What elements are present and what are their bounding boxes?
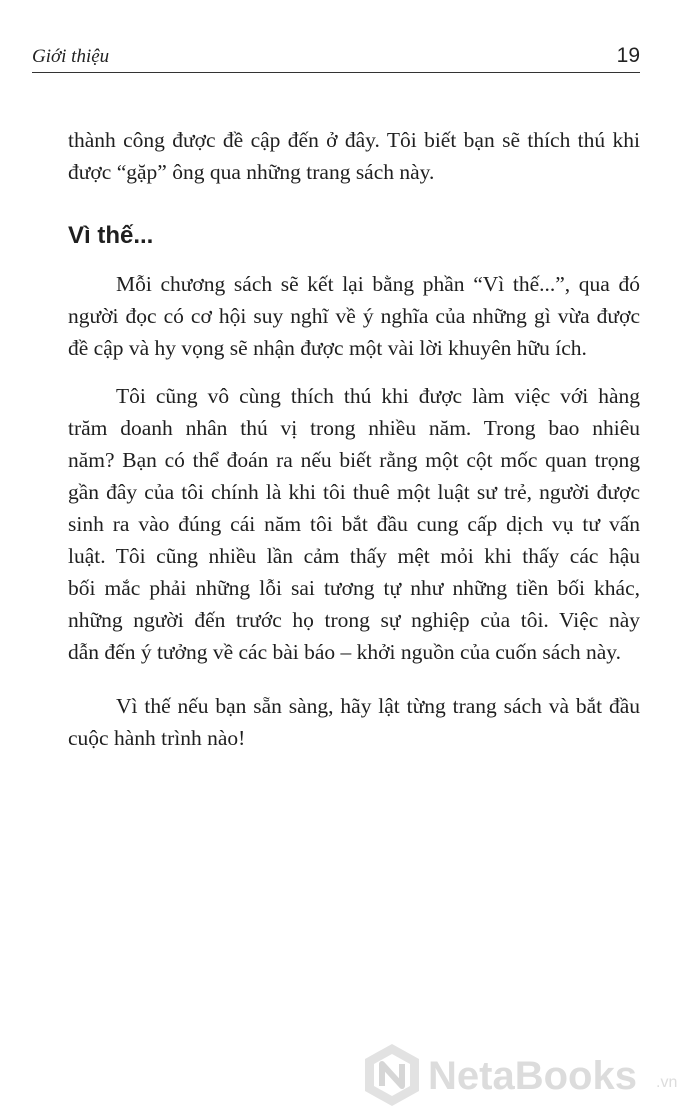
- intro-paragraph: [68, 124, 640, 188]
- text-line: đề cập và hy vọng sẽ nhận được một vài lời khuyên hữu ích.: [68, 336, 587, 360]
- watermark-brand: NetaBooks: [428, 1054, 637, 1098]
- page-number: 19: [616, 44, 640, 67]
- watermark-suffix: .vn: [656, 1074, 678, 1091]
- text-line: trăm doanh nhân thú vị trong nhiều năm. Trong bao nhiêu: [68, 416, 640, 440]
- paragraph-2: [68, 380, 640, 668]
- section-heading: Vì thế...: [68, 222, 154, 249]
- text-line: thành công được đề cập đến ở đây. Tôi biết bạn sẽ thích thú khi: [68, 128, 640, 152]
- text-line: người đọc có cơ hội suy nghĩ về ý nghĩa của những gì vừa được: [68, 304, 640, 328]
- text-line: luật. Tôi cũng nhiều lần cảm thấy mệt mỏi khi thấy các hậu: [68, 544, 640, 568]
- text-line: cuộc hành trình nào!: [68, 726, 246, 750]
- running-header-title: Giới thiệu: [32, 46, 110, 67]
- text-line: dẫn đến ý tưởng về các bài báo – khởi nguồn của cuốn sách này.: [68, 640, 622, 664]
- text-line: Tôi cũng vô cùng thích thú khi được làm việc với hàng: [116, 384, 640, 408]
- watermark: [362, 1042, 692, 1108]
- text-line: gần đây của tôi chính là khi tôi thuê một luật sư trẻ, người được: [68, 480, 640, 504]
- text-line: Vì thế nếu bạn sẵn sàng, hãy lật từng trang sách và bắt đầu: [116, 694, 640, 718]
- paragraph-1: [68, 268, 640, 364]
- text-line: được “gặp” ông qua những trang sách này.: [68, 160, 435, 184]
- text-line: bối mắc phải những lỗi sai tương tự như những tiền bối khác,: [68, 576, 640, 600]
- text-line: sinh ra vào đúng cái năm tôi bắt đầu cung cấp dịch vụ tư vấn: [68, 512, 640, 536]
- paragraph-3: [68, 690, 640, 754]
- page-header: [32, 46, 640, 73]
- netabooks-logo-icon: [362, 1042, 422, 1108]
- text-line: năm? Bạn có thể đoán ra nếu biết rằng một cột mốc quan trọng: [68, 448, 640, 472]
- text-line: những người đến trước họ trong sự nghiệp của tôi. Việc này: [68, 608, 640, 632]
- text-line: Mỗi chương sách sẽ kết lại bằng phần “Vì thế...”, qua đó: [116, 272, 640, 296]
